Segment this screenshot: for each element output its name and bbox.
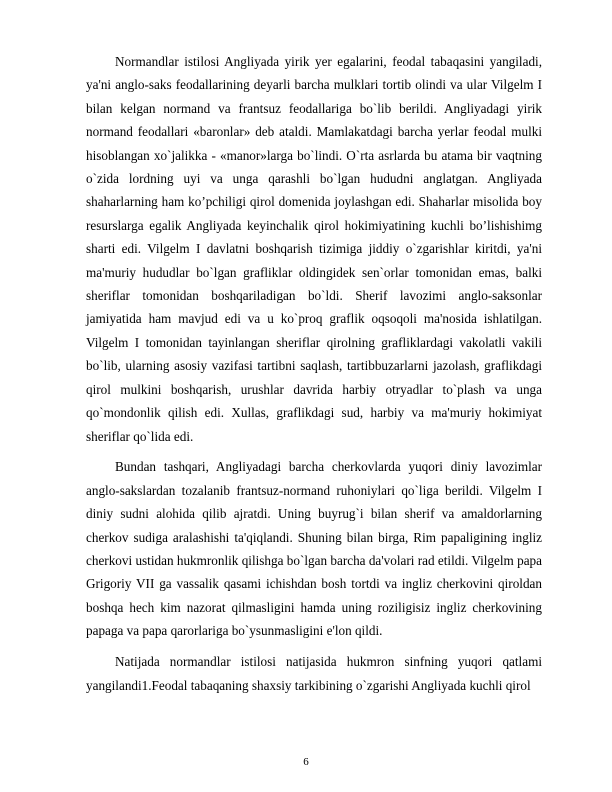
body-text bbox=[86, 50, 542, 704]
paragraph-church: Bundan tashqari, Angliyadagi barcha cherkovlarda yuqori diniy lavozimlar anglo-sakslardan tozalanib frantsuz-normand ruhoniylari qo`liga berildi. Vilgelm I diniy sudni alohida qilib ajratdi. Uning buyrug`i bilan sherif va amaldorlarning cherkov sudiga aralashishi ta'qiqlandi. Shuning bilan birga, Rim papaligining ingliz cherkovi ustidan hukmronlik qilishga bo`lgan barcha da'volari rad etildi. Vilgelm papa Grigoriy VII ga vassalik qasami ichishdan bosh tortdi va ingliz cherkovini qiroldan boshqa hech kim nazorat qilmasligini hamda uning roziligisiz ingliz cherkovining papaga va papa qarorlariga bo`ysunmasligini e'lon qildi. bbox=[86, 459, 542, 639]
page-number: 6 bbox=[303, 756, 309, 768]
paragraph-result: Natijada normandlar istilosi natijasida hukmron sinfning yuqori qatlami yangilandi1.Feodal tabaqaning shaxsiy tarkibining o`zgarishi Angliyada kuchli qirol bbox=[86, 654, 542, 693]
paragraph-normans-feudal: Normandlar istilosi Angliyada yirik yer egalarini, feodal tabaqasini yangiladi, ya'ni anglo-saks feodallarining deyarli barcha mulklari tortib olindi va ular Vilgelm I bilan kelgan normand va frantsuz feodallariga bo`lib berildi. Angliyadagi yirik normand feodallari «baronlar» deb ataldi. Mamlakatdagi barcha yerlar feodal mulki hisoblangan xo`jalikka - «manor»larga bo`lindi. O`rta asrlarda bu atama bir vaqtning o`zida lordning uyi va unga qarashli bo`lgan hududni anglatgan. Angliyada shaharlarning ham ko’pchiligi qirol domenida joylashgan edi. Shaharlar misolida boy resurslarga egalik Angliyada keyinchalik qirol hokimiyatining kuchli bo’lishishimg sharti edi. Vilgelm I davlatni boshqarish tizimiga jiddiy o`zgarishlar kiritdi, ya'ni ma'muriy hududlar bo`lgan grafliklar oldingidek sen`orlar tomonidan emas, balki sheriflar tomonidan boshqariladigan bo`ldi. Sherif lavozimi anglo-saksonlar jamiyatida ham mavjud edi va u ko`proq graflik oqsoqoli ma'nosida ishlatilgan. Vilgelm I tomonidan tayinlangan sheriflar qirolning grafliklardagi vakolatli vakili bo`lib, ularning asosiy vazifasi tartibni saqlash, tartibbuzarlarni jazolash, graflikdagi qirol mulkini boshqarish, urushlar davrida harbiy otryadlar to`plash va unga qo`mondonlik qilish edi. Xullas, graflikdagi sud, harbiy va ma'muriy hokimiyat sheriflar qo`lida edi. bbox=[86, 54, 542, 444]
